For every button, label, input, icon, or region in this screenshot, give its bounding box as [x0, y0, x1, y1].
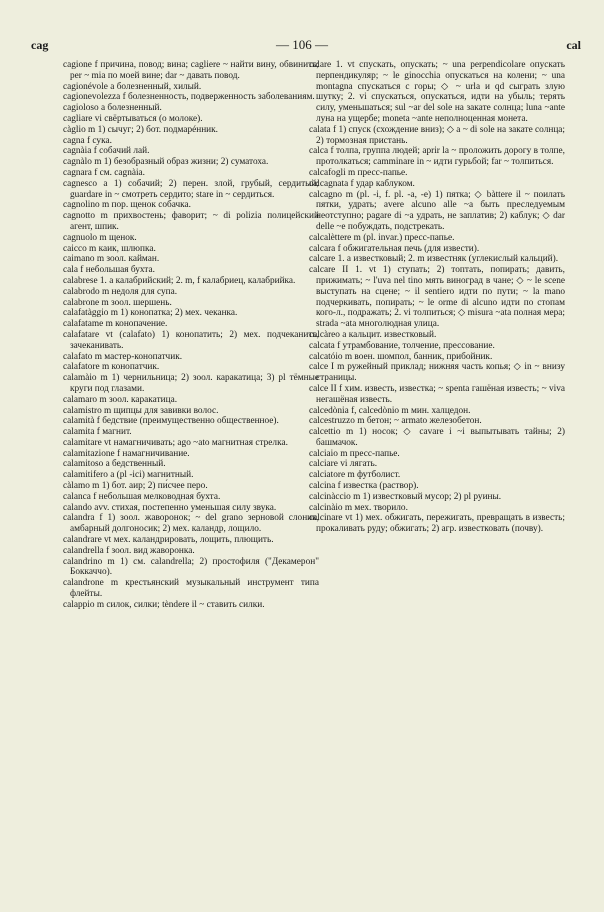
dictionary-entry: calamita f магнит.	[63, 427, 132, 438]
dictionary-entry: cagioloso a болезненный.	[63, 103, 162, 114]
dictionary-entry: calamàio m 1) чернильница; 2) зоол. каракатица; 3) pl тёмные круги под глазами.	[63, 373, 319, 394]
dictionary-entry: calcafogli m пресс-папье.	[309, 167, 408, 178]
page-number: — 106 —	[276, 37, 328, 52]
right-guide-word: cal	[566, 38, 581, 52]
dictionary-entry: cagionevolezza f болезненность, подверженность заболеваниям.	[63, 92, 315, 103]
dictionary-entry: calamitare vt намагничивать; ago ~ato магнитная стрелка.	[63, 437, 288, 448]
dictionary-entry: calata f 1) спуск (схождение вниз); ◇ a ~ di sole на закате солнца; 2) тормозная пристань.	[309, 124, 565, 146]
dictionary-entry: calcinàccio m 1) известковый мусор; 2) pl руины.	[309, 491, 502, 502]
dictionary-entry: calciatore m футболист.	[309, 470, 401, 481]
dictionary-entry: calcare 1. a известковый; 2. m известняк (углекислый кальций).	[309, 254, 559, 265]
dictionary-entry: cagnuolo m щенок.	[63, 232, 137, 243]
right-column	[309, 60, 565, 535]
dictionary-entry: càglio m 1) сычуг; 2) бот. подмарéнник.	[63, 124, 218, 135]
left-column	[63, 60, 319, 611]
dictionary-entry: calcara f обжигательная печь (для извести).	[309, 243, 480, 254]
dictionary-entry: calandrone m крестьянский музыкальный инструмент типа флейты.	[63, 578, 319, 600]
dictionary-entry: cagliare vi свёртываться (о молоке).	[63, 113, 203, 124]
dictionary-entry: calando avv. стихая, постепенно уменьшая силу звука.	[63, 502, 277, 513]
dictionary-entry: calciare vi лягать.	[309, 459, 378, 470]
dictionary-entry: calamitoso a бедственный.	[63, 459, 166, 470]
dictionary-entry: calanca f небольшая мелководная бухта.	[63, 491, 221, 502]
dictionary-entry: caimano m зоол. кайман.	[63, 254, 160, 265]
dictionary-entry: calcinàio m мех. творило.	[309, 502, 408, 513]
dictionary-entry: calafato m мастер-конопатчик.	[63, 351, 183, 362]
dictionary-entry: càlamo m 1) бот. аир; 2) пи́счее перо.	[63, 481, 208, 492]
dictionary-entry: calafatame m конопачение.	[63, 319, 168, 330]
dictionary-entry: calcagno m (pl. -i, f. pl. -a, -e) 1) пятка; ◇ bàttere il ~ поилать пятки, удрать; avere alcuno alle ~a быть преследуемым неотступно; pagare di ~a удрать, не заплатив; 2) каблук; ◇ dar delle ~e побуждать, подстрекать.	[309, 189, 565, 232]
dictionary-entry: cagnàlo m 1) безобразный образ жизни; 2) суматоха.	[63, 157, 269, 168]
dictionary-entry: calare 1. vt спускать, опускать; ~ una perpendicolare опускать перпендикуляр; ~ le ginocchia опускаться на колени; ~ una montagna спускаться с горы; ◇ ~ urla и qd сыграть злую шутку; 2. vi спускаться, опускаться, идти на убыль; терять силу, уменьшаться; sul ~ar del sole на закате солнца; luna ~ante луна на ущербе; moneta ~ante неполноценная монета.	[309, 60, 565, 124]
dictionary-entry: cagnolino m пор. щенок собачка.	[63, 200, 191, 211]
dictionary-entry: calcalèttere m (pl. invar.) пресс-папье.	[309, 232, 455, 243]
dictionary-entry: calafatore m конопатчик.	[63, 362, 160, 373]
dictionary-entry: calabrone m зоол. шершень.	[63, 297, 172, 308]
dictionary-entry: calafatare vt (calafato) 1) конопатить; 2) мех. подчеканить, зачеканивать.	[63, 329, 319, 351]
dictionary-entry: calcestruzzo m бетон; ~ armato железобетон.	[309, 416, 482, 427]
dictionary-entry: cagna f сука.	[63, 135, 112, 146]
dictionary-entry: calce II f хим. известь, известка; ~ spenta гашёная известь; ~ viva негашёная известь.	[309, 383, 565, 405]
dictionary-entry: calabrodo m недоля для супа.	[63, 286, 178, 297]
dictionary-entry: calappio m силок, силки; tèndere il ~ ставить силки.	[63, 599, 265, 610]
dictionary-entry: calcinare vt 1) мех. обжигать, пережигать, превращать в известь; прокаливать руду; обжигать; 2) агр. известковать (почву).	[309, 513, 565, 535]
dictionary-entry: calcare II 1. vt 1) ступать; 2) топтать, попирать; давить, прижимать; ~ l'uva nel tino мять виноград в чане; ◇ ~ le scene выступать на сцене; ~ il sentiero идти по пути; ~ la mano подчеркивать, попирать; ~ le orme di alcuno идти по стопам кого-л., подражать; 2. vi толпиться; ◇ misura ~ata полная мера; strada ~ata многолюдная улица.	[309, 265, 565, 330]
dictionary-entry: calcina f известка (раствор).	[309, 481, 419, 492]
dictionary-entry: cala f небольшая бухта.	[63, 265, 155, 276]
dictionary-entry: calandrella f зоол. вид жаворонка.	[63, 545, 195, 556]
dictionary-entry: calamitifero a (pl -ici) магнитный.	[63, 470, 194, 481]
dictionary-entry: calamitazione f намагничивание.	[63, 448, 190, 459]
dictionary-entry: cagione f причина, повод; вина; cagliere ~ найти вину, обвинить; per ~ mia по моей вине; dar ~ давать повод.	[63, 60, 319, 81]
left-guide-word: cag	[31, 38, 49, 52]
dictionary-entry: calcatóio m воен. шомпол, банник, прибойник.	[309, 351, 493, 362]
dictionary-entry: calce I m ружейный приклад; нижняя часть копья; ◇ in ~ внизу страницы.	[309, 362, 565, 384]
dictionary-entry: calandra f 1) зоол. жаворонок; ~ del grano зерновой слоник, амбарный долгоносик; 2) мех. каландр, лощило.	[63, 513, 319, 535]
dictionary-entry: calciaio m пресс-папье.	[309, 448, 400, 459]
dictionary-entry: calca f толпа, группа людей; aprir la ~ проложить дорогу в толпе, протолкаться; camminare in ~ идти гурьбой; far ~ толпиться.	[309, 146, 565, 168]
dictionary-entry: calcedònia f, calcedònio m мин. халцедон.	[309, 405, 471, 416]
dictionary-entry: calcagnata f удар каблуком.	[309, 178, 415, 189]
dictionary-entry: calabrese 1. a калабрийский; 2. m, f калабриец, калабрийка.	[63, 275, 296, 286]
dictionary-entry: calandrare vt мех. каландрировать, лощить, плющить.	[63, 535, 274, 546]
dictionary-entry: caicco m каик, шлюпка.	[63, 243, 156, 254]
dictionary-entry: calcàreo a кальцит. известковый.	[309, 329, 437, 340]
page-header	[0, 38, 604, 56]
dictionary-entry: calamità f бедствие (преимущественно общественное).	[63, 416, 279, 427]
dictionary-entry: calcata f утрамбование, толчение, прессование.	[309, 340, 495, 351]
dictionary-entry: calamaro m зоол. каракатица.	[63, 394, 178, 405]
dictionary-entry: cagionévole a болезненный, хилый.	[63, 81, 202, 92]
dictionary-entry: calandrino m 1) см. calandrella; 2) простофиля ("Декамерон" Боккаччо).	[63, 556, 319, 578]
dictionary-entry: cagnàia f собачий лай.	[63, 146, 150, 157]
dictionary-entry: calafatàggio m 1) конопатка; 2) мех. чеканка.	[63, 308, 238, 319]
dictionary-entry: calamistro m щипцы для завивки волос.	[63, 405, 219, 416]
dictionary-entry: cagnara f см. cagnàia.	[63, 167, 146, 178]
dictionary-entry: cagnotto m прихвостень; фаворит; ~ di polizia полицейский агент, шпик.	[63, 211, 319, 232]
dictionary-entry: cagnesco a 1) собачий; 2) перен. злой, грубый, сердитый; guardare in ~ смотреть сердито; stare in ~ сердиться.	[63, 178, 319, 200]
dictionary-entry: calcettio m 1) носок; ◇ cavare i ~i выпытывать тайны; 2) башмачок.	[309, 427, 565, 448]
